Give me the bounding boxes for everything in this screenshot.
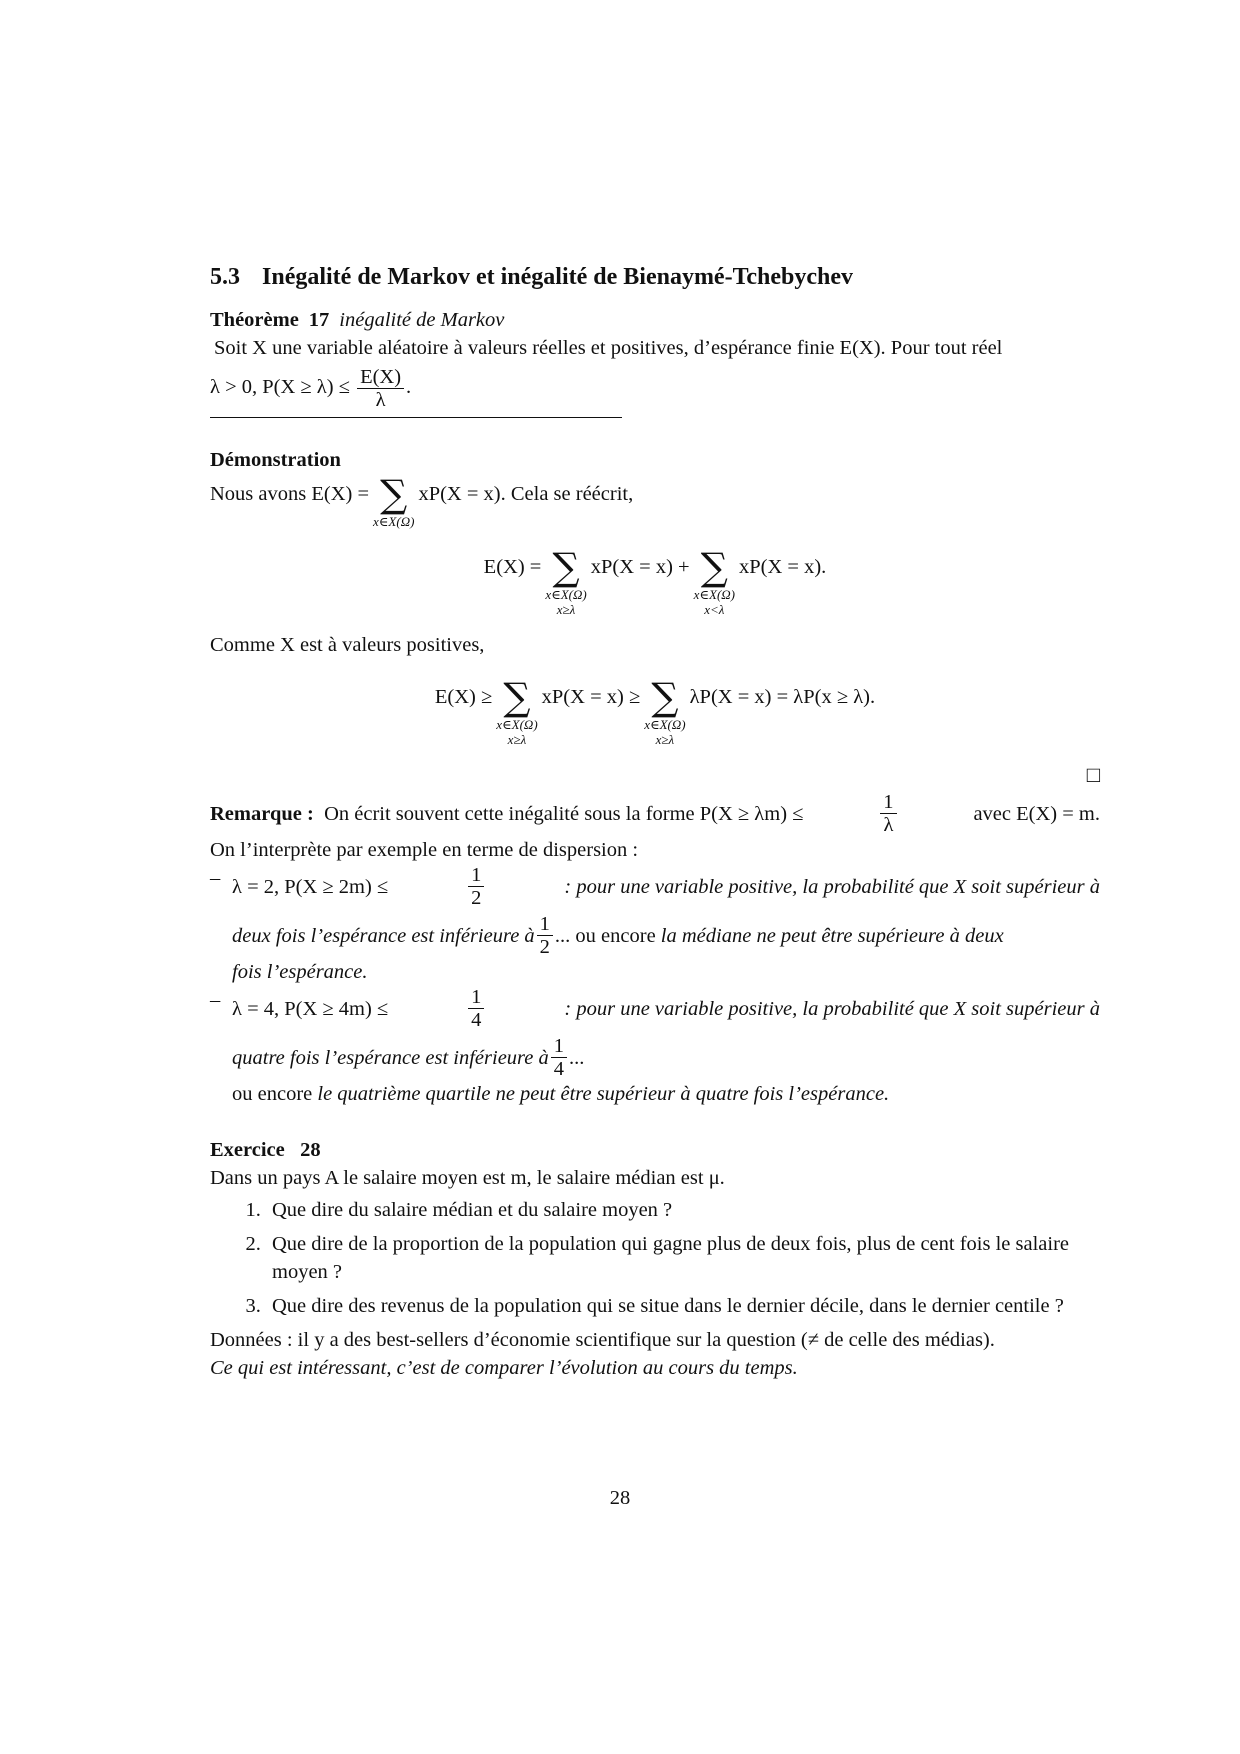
theorem-block [210, 306, 1100, 418]
eq1-b: xP(X = x) + [590, 556, 690, 578]
item1-line2c: ou encore [575, 924, 656, 947]
sum-subscript: x∈X(Ω) [644, 717, 686, 732]
theorem-frac-den: λ [375, 389, 386, 411]
list-item: 1. Que dire du salaire médian et du salaire moyen ? [266, 1196, 1100, 1224]
section-number: 5.3 [210, 264, 240, 290]
remark-fraction [880, 791, 896, 836]
exercise-intro: Dans un pays A le salaire moyen est m, le salaire médian est μ. [210, 1167, 725, 1189]
exercise-note: Ce qui est intéressant, c’est de comparer l’évolution au cours du temps. [210, 1357, 798, 1379]
item1-fraction [468, 864, 484, 909]
exercise-block [210, 1136, 1100, 1382]
item2-den: 4 [471, 1009, 482, 1031]
item2-line3a: ou encore [232, 1083, 313, 1105]
item1-line2d: la médiane ne peut être supérieure à deux [660, 924, 1004, 947]
proof-line-1-a: Nous avons E(X) = [210, 483, 370, 505]
item2-num: 1 [468, 986, 484, 1009]
item1-num2: 1 [537, 913, 553, 936]
page-content [210, 262, 1100, 1382]
item1-line2a: deux fois l’espérance est inférieure à [232, 924, 535, 947]
theorem-number: 17 [308, 309, 330, 331]
list-item: 2. Que dire de la proportion de la population qui gagne plus de deux fois, plus de cent fois le salaire moyen ? [266, 1230, 1100, 1286]
sum-subscript: x∈X(Ω) [373, 514, 415, 529]
sum-subscript: x∈X(Ω) [496, 717, 538, 732]
eq2-b: xP(X = x) ≥ [541, 686, 641, 708]
item2-den2: 4 [553, 1058, 564, 1080]
item2-line2b: ... [568, 1046, 585, 1069]
eq2-a: E(X) ≥ [434, 686, 493, 708]
theorem-label: Théorème [210, 309, 299, 331]
proof-line-2: Comme X est à valeurs positives, [210, 634, 485, 656]
sum-subscript: x≥λ [556, 602, 576, 617]
remark-label: Remarque : [210, 802, 314, 825]
item1-line3: fois l’espérance. [232, 961, 368, 983]
item1-fraction-2 [537, 913, 553, 958]
item1-den: 2 [471, 887, 482, 909]
sum-operator [496, 677, 537, 747]
sum-subscript: x<λ [704, 602, 725, 617]
item1-math: λ = 2, P(X ≥ 2m) ≤ [232, 875, 389, 898]
equation-1 [210, 547, 1100, 617]
proof-line-1 [210, 474, 1100, 529]
item1-num: 1 [468, 864, 484, 887]
item1-den2: 2 [539, 936, 550, 958]
eq1-c: xP(X = x). [739, 556, 827, 578]
dash-bullet: – [210, 867, 221, 889]
list-item [210, 986, 1100, 1108]
item2-line3b: le quatrième quartile ne peut être supérieur à quatre fois l’espérance. [317, 1083, 890, 1105]
item2-text: : pour une variable positive, la probabilité que X soit supérieur à [564, 997, 1100, 1020]
sum-subscript: x≥λ [655, 732, 675, 747]
item2-fraction-2 [551, 1035, 567, 1080]
theorem-heading [210, 306, 1100, 334]
remark-text-b: avec E(X) = m. [973, 802, 1100, 825]
sum-operator [545, 547, 586, 617]
proof-label: Démonstration [210, 449, 341, 471]
sum-subscript: x∈X(Ω) [693, 587, 736, 602]
theorem-statement: Soit X une variable aléatoire à valeurs réelles et positives, d’espérance finie E(X). Pour tout réel [214, 337, 1003, 359]
item2-line2a: quatre fois l’espérance est inférieure à [232, 1046, 549, 1069]
remark-text-a: On écrit souvent cette inégalité sous la forme P(X ≥ λm) ≤ [324, 802, 804, 825]
eq1-a: E(X) = [483, 556, 542, 578]
item2-fraction [468, 986, 484, 1031]
proof-line-1-b: xP(X = x). Cela se réécrit, [418, 483, 634, 505]
theorem-fraction [357, 366, 404, 411]
remark-line-1 [210, 791, 1100, 836]
theorem-rule [210, 417, 622, 418]
page-number: 28 [609, 1487, 631, 1509]
exercise-questions [210, 1196, 1100, 1320]
sum-subscript: x≥λ [507, 732, 527, 747]
equation-2 [210, 677, 1100, 747]
exercise-label: Exercice [210, 1139, 285, 1161]
sum-symbol: ∑ [700, 545, 728, 589]
theorem-name: inégalité de Markov [339, 309, 505, 331]
remark-frac-num: 1 [880, 791, 896, 814]
item1-text: : pour une variable positive, la probabilité que X soit supérieur à [564, 875, 1100, 898]
sum-symbol: ∑ [552, 545, 580, 589]
sum-subscript: x∈X(Ω) [545, 587, 587, 602]
theorem-frac-num: E(X) [357, 366, 404, 389]
item2-math: λ = 4, P(X ≥ 4m) ≤ [232, 997, 389, 1020]
remark-frac-den: λ [883, 814, 894, 836]
sum-symbol: ∑ [380, 472, 408, 516]
dash-bullet: – [210, 989, 221, 1011]
eq2-c: λP(X = x) = λP(x ≥ λ). [689, 686, 876, 708]
remark-line-2: On l’interprète par exemple en terme de dispersion : [210, 839, 639, 861]
theorem-formula-lhs: λ > 0, P(X ≥ λ) ≤ [210, 376, 350, 399]
theorem-formula: λ > 0, P(X ≥ λ) ≤ $\frac{E(X)}{\lambda}$ . [210, 366, 412, 411]
sum-symbol: ∑ [651, 675, 679, 719]
remark-block [210, 791, 1100, 1108]
section-heading [210, 262, 1100, 292]
item2-num2: 1 [551, 1035, 567, 1058]
exercise-number: 28 [300, 1139, 321, 1161]
sum-operator [644, 677, 685, 747]
exercise-data-line: Données : il y a des best-sellers d’économie scientifique sur la question (≠ de celle des médias). [210, 1329, 995, 1351]
sum-operator [373, 474, 414, 529]
section-title: Inégalité de Markov et inégalité de Bienaymé-Tchebychev [262, 264, 854, 290]
sum-symbol: ∑ [503, 675, 531, 719]
proof-block [210, 446, 1100, 789]
list-item [210, 864, 1100, 986]
item1-line2b: ... [554, 924, 571, 947]
sum-operator [694, 547, 735, 617]
qed-square-icon: □ [1086, 762, 1100, 787]
list-item: 3. Que dire des revenus de la population qui se situe dans le dernier décile, dans le dernier centile ? [266, 1292, 1100, 1320]
